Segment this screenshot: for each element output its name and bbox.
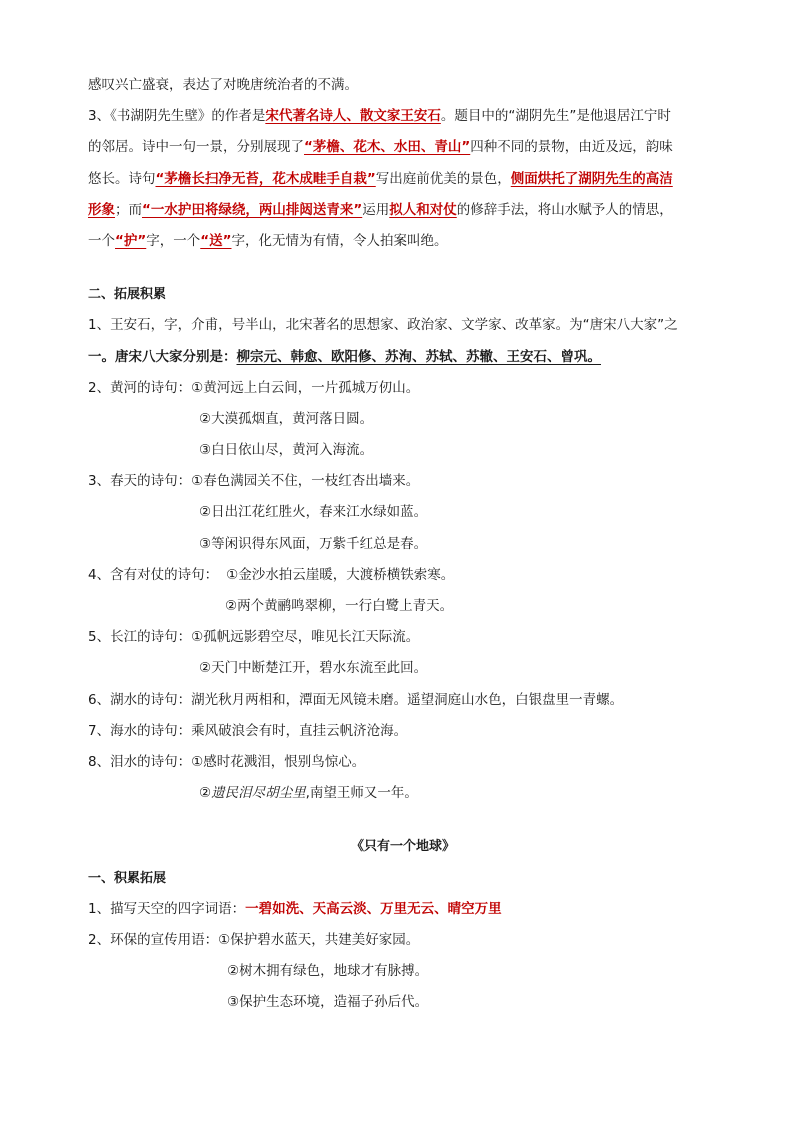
- text: 的邻居。诗中一句一景，分别展现了: [88, 139, 304, 156]
- text: 1、描写天空的四字词语：: [88, 900, 246, 917]
- text: 的修辞手法，将山水赋予人的情思，: [456, 201, 673, 218]
- eight-masters: 柳宗元、韩愈、欧阳修、苏洵、苏轼、苏辙、王安石、曾巩。: [236, 348, 601, 365]
- verse-line: ②日出江花红胜火，春来江水绿如蓝。: [199, 504, 428, 521]
- verse-line: ②天门中断楚江开，碧水东流至此回。: [199, 660, 428, 677]
- text: 字，化无情为有情，令人拍案叫绝。: [231, 232, 448, 249]
- text: 字，一个: [146, 232, 201, 249]
- text: ,南望王师又一年。: [305, 785, 418, 802]
- list-item: [88, 373, 718, 404]
- verse: ①黄河远上白云间，一片孤城万仞山。: [191, 379, 420, 396]
- text: 感叹兴亡盛衰，表达了对晚唐统治者的不满。: [88, 77, 358, 93]
- text: 。题目中的“湖阴先生”是他退居江宁时: [440, 108, 671, 125]
- verse-line: [88, 778, 718, 809]
- paragraph-line: [88, 132, 718, 163]
- scenery-highlight: “茅檐、花木、水田、青山”: [304, 139, 471, 156]
- list-item: [88, 310, 718, 341]
- slogan: ①保护碧水蓝天，共建美好家园。: [218, 931, 420, 948]
- list-item: [88, 466, 718, 497]
- list-item: [88, 342, 718, 373]
- verse-line: ③等闲识得东风面，万紫千红总是春。: [199, 535, 428, 552]
- slogan-line: ②树木拥有绿色，地球才有脉搏。: [227, 963, 429, 980]
- effect-highlight: 形象: [88, 201, 115, 218]
- word-highlight: “送”: [200, 232, 232, 249]
- list-item: [88, 560, 718, 591]
- item-label: 2、黄河的诗句：: [88, 379, 192, 396]
- word-highlight: “护”: [115, 232, 147, 249]
- text: 运用: [362, 201, 390, 218]
- text: ；而: [115, 201, 142, 218]
- text: 一个: [88, 232, 115, 249]
- item-label: 2、环保的宣传用语：: [88, 931, 219, 948]
- paragraph-line: [88, 195, 718, 226]
- paragraph-line: [88, 164, 718, 195]
- paragraph-line: [88, 226, 718, 257]
- verse-line: ②大漠孤烟直，黄河落日圆。: [199, 410, 374, 427]
- text: 3、《书湖阴先生壁》的作者是: [88, 108, 266, 125]
- rhetoric-highlight: 拟人和对仗: [389, 201, 457, 218]
- section-heading: 二、拓展积累: [88, 287, 167, 303]
- list-item: [88, 716, 718, 747]
- list-item: [88, 925, 718, 956]
- list-item: [88, 685, 718, 716]
- text: 一。唐宋八大家分别是：: [88, 348, 237, 365]
- verse: ①金沙水拍云崖暖，大渡桥横铁索寒。: [226, 566, 455, 583]
- slogan-line: ③保护生态环境，造福子孙后代。: [227, 994, 429, 1011]
- verse-line: ③白日依山尽，黄河入海流。: [199, 442, 374, 459]
- text: 四种不同的景物，由近及远，韵味: [470, 139, 673, 156]
- item-label: 3、春天的诗句：: [88, 473, 192, 490]
- text: ②: [199, 785, 212, 802]
- verse-line: ②两个黄鹂鸣翠柳，一行白鹭上青天。: [225, 598, 454, 614]
- section-heading: 一、积累拓展: [88, 870, 167, 886]
- verse-highlight: “茅檐长扫净无苔，花木成畦手自栽”: [155, 170, 376, 187]
- item-label: 5、长江的诗句：: [88, 629, 192, 646]
- effect-highlight: 侧面烘托了湖阴先生的高洁: [510, 170, 673, 187]
- text: 6、湖水的诗句：湖光秋月两相和，潭面无风镜未磨。遥望洞庭山水色，白银盘里一青螺。: [88, 691, 624, 708]
- verse: ①春色满园关不住，一枝红杏出墙来。: [191, 473, 420, 490]
- italic-verse: 遗民泪尽胡尘里: [211, 785, 306, 802]
- document-page: [88, 70, 718, 1018]
- verse: ①孤帆远影碧空尽，唯见长江天际流。: [191, 629, 420, 646]
- author-highlight: 宋代著名诗人、散文家王安石: [265, 108, 441, 125]
- list-item: [88, 747, 718, 778]
- item-label: 8、泪水的诗句：: [88, 753, 192, 770]
- list-item: [88, 894, 718, 925]
- paragraph-line: [88, 70, 718, 101]
- text: 7、海水的诗句：乘风破浪会有时，直挂云帆济沧海。: [88, 722, 408, 739]
- text: 1、王安石，字，介甫，号半山，北宋著名的思想家、政治家、文学家、改革家。为“唐宋八大家”之: [88, 317, 678, 334]
- text: 写出庭前优美的景色，: [375, 170, 511, 187]
- list-item: [88, 622, 718, 653]
- verse: ①感时花溅泪，恨别鸟惊心。: [191, 753, 366, 770]
- text: 悠长。诗句: [88, 170, 156, 187]
- item-label: 4、含有对仗的诗句：: [88, 566, 219, 583]
- sky-words: 一碧如洗、天高云淡、万里无云、晴空万里: [245, 900, 502, 917]
- verse-highlight: “一水护田将绿绕，两山排闼送青来”: [142, 201, 363, 218]
- lesson-title: 《只有一个地球》: [350, 839, 455, 855]
- paragraph-line: [88, 101, 718, 132]
